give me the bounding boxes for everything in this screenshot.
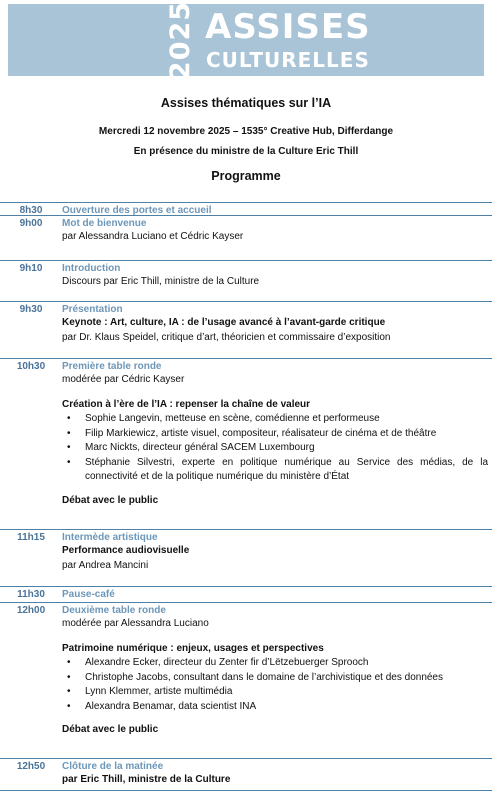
row-moderator: modérée par Cédric Kayser (62, 374, 185, 385)
public-debate: Débat avec le public (62, 724, 159, 735)
row-content (62, 760, 488, 788)
list-item: • Christophe Jacobs, consultant dans le domaine de l’archivistique et des données (62, 671, 488, 686)
schedule-row-1130 (0, 586, 492, 603)
panel-topic: Patrimoine numérique : enjeux, usages et perspectives (62, 642, 324, 654)
programme-heading: Programme (211, 169, 281, 183)
schedule-row-0910 (0, 260, 492, 302)
performer: par Andrea Mancini (62, 559, 149, 571)
row-moderator: modérée par Alessandra Luciano (62, 618, 209, 629)
list-item: • Sophie Langevin, metteuse en scène, comédienne et performeuse (62, 412, 488, 427)
keynote-speaker: par Dr. Klaus Speidel, critique d’art, théoricien et commissaire d’exposition (62, 331, 391, 343)
panelist-list (62, 412, 488, 485)
row-title: Pause-café (62, 589, 115, 600)
list-item: • Alexandra Benamar, data scientist INA (62, 700, 488, 715)
row-title: Deuxième table ronde (62, 605, 166, 616)
event-banner (8, 0, 484, 80)
banner-word-assises: ASSISES (205, 7, 371, 47)
row-content (62, 531, 488, 573)
document-title: Assises thématiques sur l’IA (160, 96, 332, 110)
closing-speaker: par Eric Thill, ministre de la Culture (62, 774, 231, 785)
row-content (62, 217, 488, 245)
schedule-row-1250 (0, 758, 492, 791)
row-content (62, 588, 488, 601)
schedule-row-1115 (0, 529, 492, 587)
row-time: 9h10 (19, 263, 43, 274)
panelist-list (62, 656, 488, 714)
panel-topic: Création à l’ère de l’IA : repenser la chaîne de valeur (62, 398, 311, 410)
minister-presence: En présence du ministre de la Culture Eric Thill (133, 146, 359, 157)
row-time: 12h50 (16, 761, 46, 772)
row-title: Première table ronde (62, 361, 162, 372)
schedule-row-0930 (0, 301, 492, 359)
row-content (62, 604, 488, 738)
banner-word-culturelles: CULTURELLES (206, 48, 370, 72)
list-item: • Marc Nickts, directeur général SACEM Luxembourg (62, 441, 488, 456)
list-item: • Stéphanie Silvestri, experte en politique numérique au Service des médias, de la connectivité et de la politique numérique du ministère d’État (62, 456, 488, 485)
list-item: • Filip Markiewicz, artiste visuel, compositeur, réalisateur de cinéma et de théâtre (62, 427, 488, 442)
schedule-row-0830 (0, 203, 492, 215)
row-time: 9h00 (19, 218, 43, 229)
banner-year: 2025 (165, 0, 197, 80)
table-bottom-rule (0, 790, 492, 791)
performance-title: Performance audiovisuelle (62, 545, 190, 556)
row-time: 8h30 (19, 205, 43, 216)
row-time: 11h15 (17, 532, 45, 543)
list-item: • Alexandre Ecker, directeur du Zenter fir d’Lëtzebuerger Sprooch (62, 656, 488, 671)
row-title: Ouverture des portes et accueil (62, 205, 212, 216)
row-time: 12h00 (16, 605, 46, 616)
date-venue: Mercredi 12 novembre 2025 – 1535° Creative Hub, Differdange (98, 126, 394, 137)
row-title: Intermède artistique (62, 532, 158, 543)
row-title: Mot de bienvenue (62, 218, 147, 229)
row-title: Clôture de la matinée (62, 761, 164, 772)
row-title: Présentation (62, 304, 123, 315)
row-time: 11h30 (17, 589, 45, 600)
row-content (62, 303, 488, 345)
schedule-row-0900 (0, 215, 492, 261)
row-content (62, 262, 488, 290)
keynote-title: Keynote : Art, culture, IA : de l’usage avancé à l’avant-garde critique (62, 317, 386, 328)
public-debate: Débat avec le public (62, 494, 159, 506)
row-speech: Discours par Eric Thill, ministre de la Culture (62, 276, 260, 287)
row-time: 9h30 (19, 304, 43, 315)
row-time: 10h30 (16, 361, 46, 372)
schedule-row-1200 (0, 602, 492, 759)
row-speakers: par Alessandra Luciano et Cédric Kayser (62, 231, 244, 242)
list-item: • Lynn Klemmer, artiste multimédia (62, 685, 488, 700)
row-content (62, 360, 488, 508)
schedule-row-1030 (0, 358, 492, 530)
row-title: Introduction (62, 263, 121, 274)
